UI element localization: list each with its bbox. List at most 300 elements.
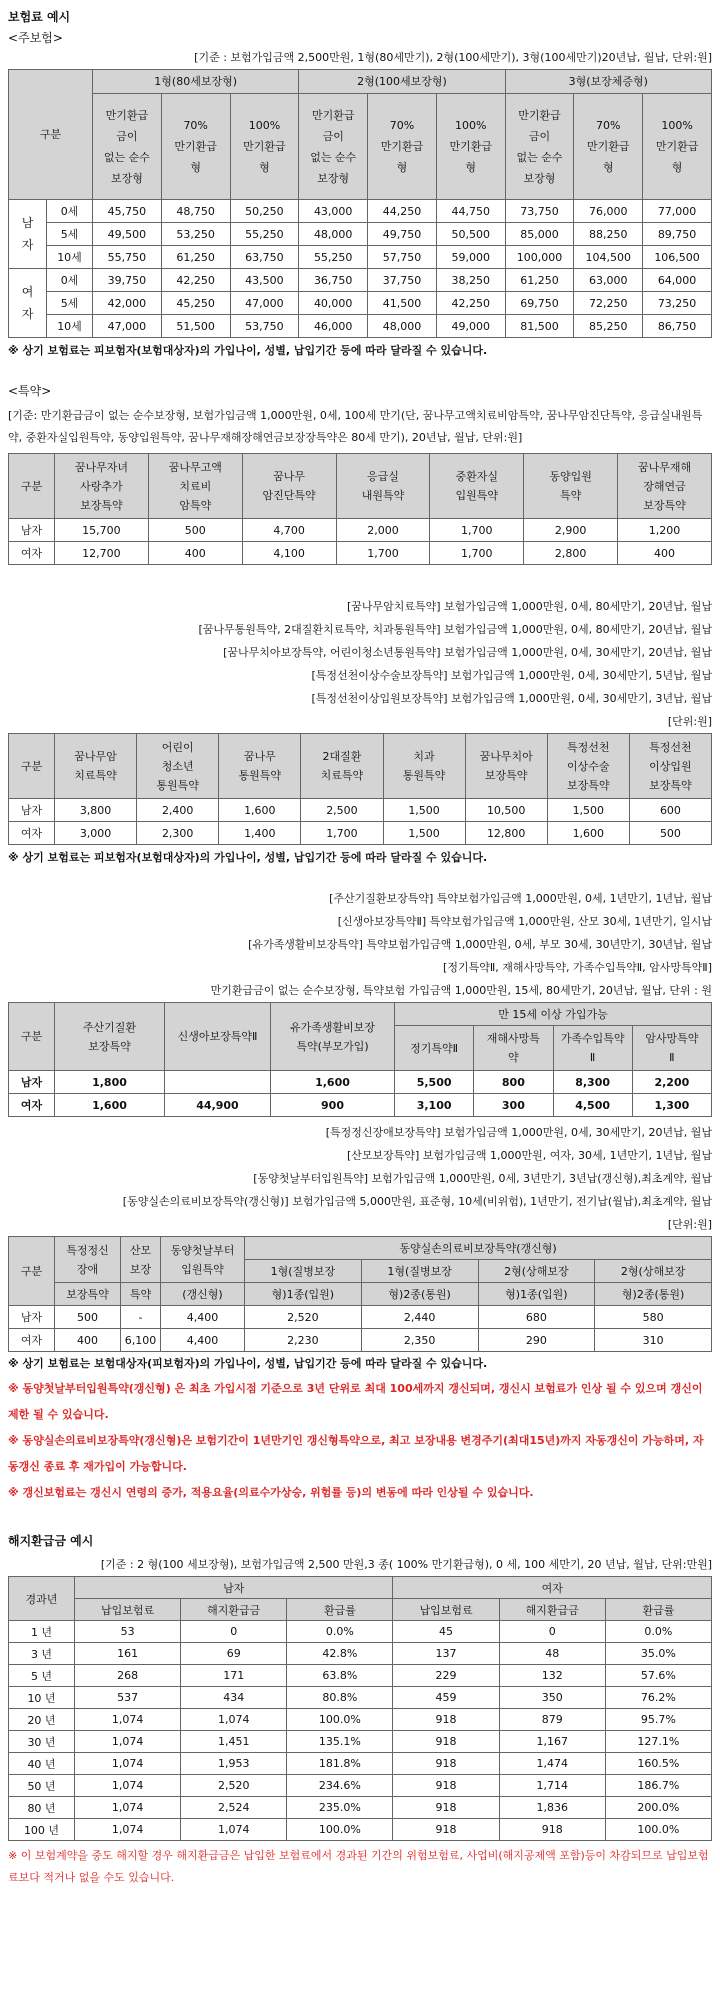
value-cell: 1,074: [75, 1797, 181, 1819]
rider2-header: 어린이 청소년 통원특약: [137, 734, 219, 799]
premium-cell: 88,250: [574, 223, 643, 246]
value-cell: 100.0%: [287, 1709, 393, 1731]
value-cell: 80.8%: [287, 1687, 393, 1709]
premium-cell: 73,250: [643, 292, 712, 315]
table-row: [9, 1329, 712, 1352]
value-cell: 0.0%: [605, 1621, 711, 1643]
main-basis: [기준 : 보험가입금액 2,500만원, 1형(80세만기), 2형(100세만기), 3형(100세만기)20년납, 월납, 단위:원]: [194, 51, 712, 64]
rider2-header: 꿈나무암 치료특약: [55, 734, 137, 799]
value-cell: 1,200: [618, 519, 712, 542]
table-row: [9, 822, 712, 845]
table-row: [9, 1797, 712, 1819]
basis-line: [신생아보장특약Ⅱ] 특약보험가입금액 1,000만원, 산모 30세, 1년만기, 일시납: [337, 915, 712, 928]
table-row: [9, 519, 712, 542]
premium-cell: 55,250: [230, 223, 299, 246]
r4-sub-header: 2형(상해보장: [595, 1260, 712, 1283]
sex-label: 여 자: [9, 269, 47, 338]
value-cell: 918: [393, 1731, 499, 1753]
sub-header: 만기환급 금이 없는 순수 보장형: [299, 94, 368, 200]
age-cell: 10세: [47, 315, 93, 338]
refund-table: [8, 1576, 712, 1841]
premium-cell: 57,750: [368, 246, 437, 269]
premium-cell: 45,750: [93, 200, 162, 223]
premium-cell: 63,750: [230, 246, 299, 269]
value-cell: 48: [499, 1643, 605, 1665]
table-row: [9, 200, 712, 223]
premium-cell: 72,250: [574, 292, 643, 315]
value-cell: 1,600: [55, 1094, 165, 1117]
rider4-basis: [8, 1121, 712, 1236]
r3-header15: 정기특약Ⅱ: [395, 1026, 474, 1071]
table-row: [9, 1306, 712, 1329]
section-title: 보험료 예시: [8, 10, 71, 24]
premium-cell: 40,000: [299, 292, 368, 315]
premium-cell: 89,750: [643, 223, 712, 246]
value-cell: 918: [393, 1819, 499, 1841]
value-cell: 5,500: [395, 1071, 474, 1094]
value-cell: 160.5%: [605, 1753, 711, 1775]
age-cell: 0세: [47, 269, 93, 292]
premium-cell: 81,500: [505, 315, 574, 338]
premium-cell: 48,750: [161, 200, 230, 223]
r3-header15: 가족수입특약 Ⅱ: [553, 1026, 632, 1071]
year-cell: 10 년: [9, 1687, 75, 1709]
premium-cell: 42,250: [436, 292, 505, 315]
value-cell: 1,600: [547, 822, 629, 845]
value-cell: 2,800: [524, 542, 618, 565]
value-cell: 1,700: [301, 822, 383, 845]
premium-cell: 100,000: [505, 246, 574, 269]
age-cell: 0세: [47, 200, 93, 223]
basis-line: [정기특약Ⅱ, 재해사망특약, 가족수입특약Ⅱ, 암사망특약Ⅱ]: [443, 961, 712, 974]
value-cell: 2,230: [245, 1329, 362, 1352]
r4-header: 산모 보장: [121, 1237, 161, 1283]
rider2-note: ※ 상기 보험료는 피보험자(보험대상자)의 가입나이, 성별, 납입기간 등에 따라 달라질 수 있습니다.: [8, 851, 488, 864]
value-cell: 434: [181, 1687, 287, 1709]
premium-cell: 85,250: [574, 315, 643, 338]
table-row: [9, 315, 712, 338]
premium-cell: 77,000: [643, 200, 712, 223]
value-cell: 2,400: [137, 799, 219, 822]
value-cell: 95.7%: [605, 1709, 711, 1731]
col-header-gubun: 구분: [9, 70, 93, 200]
rider2-header: 꿈나무치아 보장특약: [465, 734, 547, 799]
premium-cell: 53,250: [161, 223, 230, 246]
rider1-header: 응급실 내원특약: [336, 454, 430, 519]
value-cell: 2,524: [181, 1797, 287, 1819]
value-cell: 350: [499, 1687, 605, 1709]
rider1-header: 꿈나무고액 치료비 암특약: [148, 454, 242, 519]
basis-line: [꿈나무통원특약, 2대질환치료특약, 치과통원특약] 보험가입금액 1,000만원, 0세, 80세만기, 20년납, 월납: [198, 623, 712, 636]
value-cell: 12,700: [55, 542, 149, 565]
value-cell: 2,520: [245, 1306, 362, 1329]
value-cell: 161: [75, 1643, 181, 1665]
value-cell: 1,836: [499, 1797, 605, 1819]
refund-subheader: 해지환급금: [499, 1599, 605, 1621]
premium-cell: 37,750: [368, 269, 437, 292]
premium-cell: 38,250: [436, 269, 505, 292]
basis-line: 만기환급금이 없는 순수보장형, 특약보험 가입금액 1,000만원, 15세, 80세만기, 20년납, 월납, 단위 : 원: [210, 984, 712, 997]
value-cell: 537: [75, 1687, 181, 1709]
value-cell: 268: [75, 1665, 181, 1687]
year-cell: 80 년: [9, 1797, 75, 1819]
value-cell: 10,500: [465, 799, 547, 822]
basis-line: [유가족생활비보장특약] 특약보험가입금액 1,000만원, 0세, 부모 30세, 30년만기, 30년납, 월납: [248, 938, 712, 951]
basis-line: [단위:원]: [667, 715, 712, 728]
sub-header: 70% 만기환급 형: [368, 94, 437, 200]
value-cell: 42.8%: [287, 1643, 393, 1665]
value-cell: 100.0%: [605, 1819, 711, 1841]
refund-subheader: 환급률: [605, 1599, 711, 1621]
value-cell: 1,714: [499, 1775, 605, 1797]
value-cell: 1,600: [271, 1071, 395, 1094]
premium-cell: 63,000: [574, 269, 643, 292]
table-row: [9, 1709, 712, 1731]
basis-line: [주산기질환보장특약] 특약보험가입금액 1,000만원, 0세, 1년만기, 1년납, 월납: [329, 892, 712, 905]
rider1-header: 동양입원 특약: [524, 454, 618, 519]
premium-cell: 61,250: [161, 246, 230, 269]
value-cell: 171: [181, 1665, 287, 1687]
refund-basis: [기준 : 2 형(100 세보장형), 보험가입금액 2,500 만원,3 종( 100% 만기환급형), 0 세, 100 세만기, 20 년납, 월납, 단위:만원]: [100, 1558, 712, 1571]
value-cell: 1,167: [499, 1731, 605, 1753]
value-cell: 69: [181, 1643, 287, 1665]
value-cell: 44,900: [165, 1094, 271, 1117]
rider1-header: 꿈나무재해 장해연금 보장특약: [618, 454, 712, 519]
value-cell: 1,074: [75, 1775, 181, 1797]
premium-cell: 49,750: [368, 223, 437, 246]
table-row: [9, 1731, 712, 1753]
premium-cell: 44,750: [436, 200, 505, 223]
value-cell: 8,300: [553, 1071, 632, 1094]
value-cell: 57.6%: [605, 1665, 711, 1687]
premium-cell: 86,750: [643, 315, 712, 338]
value-cell: 53: [75, 1621, 181, 1643]
value-cell: 0: [181, 1621, 287, 1643]
value-cell: 2,300: [137, 822, 219, 845]
value-cell: 1,451: [181, 1731, 287, 1753]
basis-line: [동양실손의료비보장특약(갱신형)] 보험가입금액 5,000만원, 표준형, 10세(비위험), 1년만기, 전기납(월납),최초계약, 월납: [122, 1195, 712, 1208]
premium-cell: 76,000: [574, 200, 643, 223]
group-header-3: 3형(보장체증형): [505, 70, 711, 94]
age-cell: 5세: [47, 292, 93, 315]
table-row: [9, 1775, 712, 1797]
value-cell: 4,500: [553, 1094, 632, 1117]
sub-header: 100% 만기환급 형: [643, 94, 712, 200]
sub-header: 100% 만기환급 형: [230, 94, 299, 200]
table-row: [9, 1071, 712, 1094]
value-cell: 918: [393, 1797, 499, 1819]
value-cell: 300: [474, 1094, 553, 1117]
value-cell: 4,100: [242, 542, 336, 565]
row-label: 여자: [9, 542, 55, 565]
value-cell: 2,000: [336, 519, 430, 542]
value-cell: 45: [393, 1621, 499, 1643]
rider2-table: [8, 733, 712, 845]
value-cell: 4,700: [242, 519, 336, 542]
r4-sub-header: 형)1종(입원): [245, 1283, 362, 1306]
main-premium-table: [8, 69, 712, 338]
table-row: [9, 269, 712, 292]
value-cell: 0: [499, 1621, 605, 1643]
table-row: [9, 799, 712, 822]
value-cell: 1,700: [430, 542, 524, 565]
refund-subheader: 해지환급금: [181, 1599, 287, 1621]
basis-line: [동양첫날부터입원특약] 보험가입금액 1,000만원, 0세, 3년만기, 3년납(갱신형),최초계약, 월납: [253, 1172, 712, 1185]
premium-cell: 61,250: [505, 269, 574, 292]
premium-cell: 104,500: [574, 246, 643, 269]
refund-subheader: 환급률: [287, 1599, 393, 1621]
value-cell: 310: [595, 1329, 712, 1352]
table-row: [9, 1643, 712, 1665]
r4-header: 보장특약: [55, 1283, 121, 1306]
row-label: 남자: [9, 519, 55, 542]
r4-sub-header: 1형(질병보장: [245, 1260, 362, 1283]
r4-header: 특정정신 장애: [55, 1237, 121, 1283]
premium-cell: 41,500: [368, 292, 437, 315]
row-label: 여자: [9, 1329, 55, 1352]
premium-cell: 43,500: [230, 269, 299, 292]
table-row: [9, 223, 712, 246]
value-cell: 6,100: [121, 1329, 161, 1352]
value-cell: 63.8%: [287, 1665, 393, 1687]
sub-header: 100% 만기환급 형: [436, 94, 505, 200]
value-cell: 2,520: [181, 1775, 287, 1797]
value-cell: 132: [499, 1665, 605, 1687]
value-cell: 1,400: [219, 822, 301, 845]
value-cell: 2,500: [301, 799, 383, 822]
premium-cell: 53,750: [230, 315, 299, 338]
premium-cell: 59,000: [436, 246, 505, 269]
value-cell: 35.0%: [605, 1643, 711, 1665]
value-cell: 100.0%: [287, 1819, 393, 1841]
refund-subheader: 납입보험료: [393, 1599, 499, 1621]
sub-header: 만기환급 금이 없는 순수 보장형: [505, 94, 574, 200]
r4-sub-header: 형)2종(통원): [595, 1283, 712, 1306]
year-cell: 5 년: [9, 1665, 75, 1687]
year-cell: 40 년: [9, 1753, 75, 1775]
r3-group-15: 만 15세 이상 가입가능: [395, 1003, 712, 1026]
rider4-table: [8, 1236, 712, 1352]
refund-header-male: 남자: [75, 1577, 393, 1599]
refund-header-female: 여자: [393, 1577, 712, 1599]
premium-cell: 49,500: [93, 223, 162, 246]
value-cell: 500: [148, 519, 242, 542]
value-cell: 15,700: [55, 519, 149, 542]
value-cell: 181.8%: [287, 1753, 393, 1775]
value-cell: 459: [393, 1687, 499, 1709]
value-cell: 500: [629, 822, 711, 845]
r4-header-gubun: 구분: [9, 1237, 55, 1306]
basis-line: [산모보장특약] 보험가입금액 1,000만원, 여자, 30세, 1년만기, 1년납, 월납: [346, 1149, 712, 1162]
premium-cell: 64,000: [643, 269, 712, 292]
value-cell: 1,474: [499, 1753, 605, 1775]
table-row: [9, 542, 712, 565]
value-cell: 1,074: [75, 1709, 181, 1731]
year-cell: 3 년: [9, 1643, 75, 1665]
value-cell: 400: [618, 542, 712, 565]
premium-cell: 50,250: [230, 200, 299, 223]
renewal-note-2: ※ 동양실손의료비보장특약(갱신형)은 보험기간이 1년만기인 갱신형특약으로, 최고 보장내용 변경주기(최대15년)까지 자동갱신이 가능하며, 자동갱신 종료 후 재가입이 가능합니다.: [8, 1434, 704, 1473]
table-row: [9, 1621, 712, 1643]
value-cell: 2,440: [361, 1306, 478, 1329]
premium-cell: 48,000: [368, 315, 437, 338]
value-cell: 680: [478, 1306, 595, 1329]
premium-cell: 85,000: [505, 223, 574, 246]
basis-line: [특정선천이상입원보장특약] 보험가입금액 1,000만원, 0세, 30세만기, 3년납, 월납: [311, 692, 712, 705]
rider3-table: [8, 1002, 712, 1117]
value-cell: 3,000: [55, 822, 137, 845]
value-cell: 127.1%: [605, 1731, 711, 1753]
renewal-note-3: ※ 갱신보험료는 갱신시 연령의 증가, 적용요율(의료수가상승, 위험률 등)의 변동에 따라 인상될 수 있습니다.: [8, 1486, 534, 1499]
main-subtitle: <주보험>: [8, 31, 63, 45]
r3-header: 주산기질환 보장특약: [55, 1003, 165, 1071]
refund-header-year: 경과년: [9, 1577, 75, 1621]
rider2-basis: [8, 595, 712, 733]
rider4-note: ※ 상기 보험료는 보험대상자(피보험자)의 가입나이, 성별, 납입기간 등에 따라 달라질 수 있습니다.: [8, 1357, 488, 1370]
row-label: 여자: [9, 1094, 55, 1117]
premium-cell: 47,000: [230, 292, 299, 315]
r4-header: (갱신형): [161, 1283, 245, 1306]
rider1-basis: [기준: 만기환급금이 없는 순수보장형, 보험가입금액 1,000만원, 0세, 100세 만기(단, 꿈나무고액치료비암특약, 꿈나무암진단특약, 응급실내원특약, 중환자실입원특약, 동양입원특약, 꿈나무재해장해연금보장장특약은 80세 만기), 20년납, 월납, 단위:원]: [8, 409, 703, 444]
premium-cell: 69,750: [505, 292, 574, 315]
year-cell: 50 년: [9, 1775, 75, 1797]
value-cell: 900: [271, 1094, 395, 1117]
value-cell: 1,074: [75, 1753, 181, 1775]
r3-header15: 재해사망특 약: [474, 1026, 553, 1071]
premium-cell: 43,000: [299, 200, 368, 223]
rider2-header: 2대질환 치료특약: [301, 734, 383, 799]
value-cell: 2,350: [361, 1329, 478, 1352]
sub-header: 70% 만기환급 형: [574, 94, 643, 200]
value-cell: 2,200: [632, 1071, 711, 1094]
basis-line: [단위:원]: [667, 1218, 712, 1231]
row-label: 여자: [9, 822, 55, 845]
rider-subtitle: <특약>: [8, 384, 52, 398]
renewal-note-1: ※ 동양첫날부터입원특약(갱신형) 은 최초 가입시점 기준으로 3년 단위로 최대 100세까지 갱신되며, 갱신시 보험료가 인상 될 수 있으며 갱신이 제한 될 수 있습니다.: [8, 1382, 703, 1421]
value-cell: 600: [629, 799, 711, 822]
value-cell: 1,074: [75, 1731, 181, 1753]
rider2-header: 꿈나무 통원특약: [219, 734, 301, 799]
value-cell: 235.0%: [287, 1797, 393, 1819]
premium-cell: 39,750: [93, 269, 162, 292]
sub-header: 70% 만기환급 형: [161, 94, 230, 200]
row-label: 남자: [9, 1306, 55, 1329]
refund-title: 해지환급금 예시: [8, 1534, 94, 1548]
table-row: [9, 1094, 712, 1117]
year-cell: 30 년: [9, 1731, 75, 1753]
main-note: ※ 상기 보험료는 피보험자(보험대상자)의 가입나이, 성별, 납입기간 등에 따라 달라질 수 있습니다.: [8, 344, 488, 357]
value-cell: 1,953: [181, 1753, 287, 1775]
group-header-2: 2형(100세보장형): [299, 70, 505, 94]
value-cell: 500: [55, 1306, 121, 1329]
premium-cell: 55,750: [93, 246, 162, 269]
value-cell: 1,074: [181, 1709, 287, 1731]
refund-subheader: 납입보험료: [75, 1599, 181, 1621]
premium-cell: 44,250: [368, 200, 437, 223]
value-cell: [165, 1071, 271, 1094]
rider2-header: 특정선천 이상입원 보장특약: [629, 734, 711, 799]
value-cell: 234.6%: [287, 1775, 393, 1797]
premium-cell: 55,250: [299, 246, 368, 269]
r4-sub-header: 1형(질병보장: [361, 1260, 478, 1283]
value-cell: 1,800: [55, 1071, 165, 1094]
value-cell: 76.2%: [605, 1687, 711, 1709]
value-cell: 290: [478, 1329, 595, 1352]
value-cell: 400: [55, 1329, 121, 1352]
rider2-header: 특정선천 이상수술 보장특약: [547, 734, 629, 799]
row-label: 남자: [9, 799, 55, 822]
value-cell: 229: [393, 1665, 499, 1687]
sex-label: 남 자: [9, 200, 47, 269]
r3-header-gubun: 구분: [9, 1003, 55, 1071]
value-cell: 1,500: [383, 822, 465, 845]
value-cell: 879: [499, 1709, 605, 1731]
rider3-basis: [8, 887, 712, 1002]
value-cell: 918: [393, 1775, 499, 1797]
value-cell: -: [121, 1306, 161, 1329]
basis-line: [특정정신장애보장특약] 보험가입금액 1,000만원, 0세, 30세만기, 20년납, 월납: [325, 1126, 712, 1139]
refund-note: ※ 이 보험계약을 중도 해지할 경우 해지환급금은 납입한 보험료에서 경과된 기간의 위험보험료, 사업비(해지공제액 포함)등이 차감되므로 납입보험료보다 적거나 없을 수도 있습니다.: [8, 1849, 709, 1884]
value-cell: 1,600: [219, 799, 301, 822]
r3-header: 유가족생활비보장 특약(부모가입): [271, 1003, 395, 1071]
value-cell: 1,074: [75, 1819, 181, 1841]
value-cell: 1,500: [547, 799, 629, 822]
premium-cell: 47,000: [93, 315, 162, 338]
basis-line: [꿈나무암치료특약] 보험가입금액 1,000만원, 0세, 80세만기, 20년납, 월납: [346, 600, 712, 613]
value-cell: 1,074: [181, 1819, 287, 1841]
value-cell: 400: [148, 542, 242, 565]
table-row: [9, 1819, 712, 1841]
value-cell: 135.1%: [287, 1731, 393, 1753]
r3-header: 신생아보장특약Ⅱ: [165, 1003, 271, 1071]
rider1-header-gubun: 구분: [9, 454, 55, 519]
value-cell: 1,500: [383, 799, 465, 822]
table-row: [9, 1687, 712, 1709]
r4-group-header: 동양실손의료비보장특약(갱신형): [245, 1237, 712, 1260]
rider2-header: 치과 통원특약: [383, 734, 465, 799]
premium-cell: 45,250: [161, 292, 230, 315]
year-cell: 100 년: [9, 1819, 75, 1841]
value-cell: 137: [393, 1643, 499, 1665]
r4-header: 특약: [121, 1283, 161, 1306]
basis-line: [꿈나무치아보장특약, 어린이청소년통원특약] 보험가입금액 1,000만원, 0세, 30세만기, 20년납, 월납: [223, 646, 712, 659]
r3-header15: 암사망특약 Ⅱ: [632, 1026, 711, 1071]
table-row: [9, 1665, 712, 1687]
premium-cell: 36,750: [299, 269, 368, 292]
table-row: [9, 246, 712, 269]
premium-cell: 48,000: [299, 223, 368, 246]
table-row: [9, 1753, 712, 1775]
sub-header: 만기환급 금이 없는 순수 보장형: [93, 94, 162, 200]
r4-sub-header: 형)1종(입원): [478, 1283, 595, 1306]
premium-cell: 42,000: [93, 292, 162, 315]
premium-cell: 106,500: [643, 246, 712, 269]
year-cell: 20 년: [9, 1709, 75, 1731]
premium-cell: 49,000: [436, 315, 505, 338]
age-cell: 5세: [47, 223, 93, 246]
year-cell: 1 년: [9, 1621, 75, 1643]
value-cell: 12,800: [465, 822, 547, 845]
rider2-header-gubun: 구분: [9, 734, 55, 799]
value-cell: 918: [499, 1819, 605, 1841]
value-cell: 800: [474, 1071, 553, 1094]
value-cell: 0.0%: [287, 1621, 393, 1643]
premium-cell: 50,500: [436, 223, 505, 246]
rider1-table: [8, 453, 712, 565]
r4-sub-header: 2형(상해보장: [478, 1260, 595, 1283]
rider1-header: 꿈나무 암진단특약: [242, 454, 336, 519]
rider1-header: 중환자실 입원특약: [430, 454, 524, 519]
